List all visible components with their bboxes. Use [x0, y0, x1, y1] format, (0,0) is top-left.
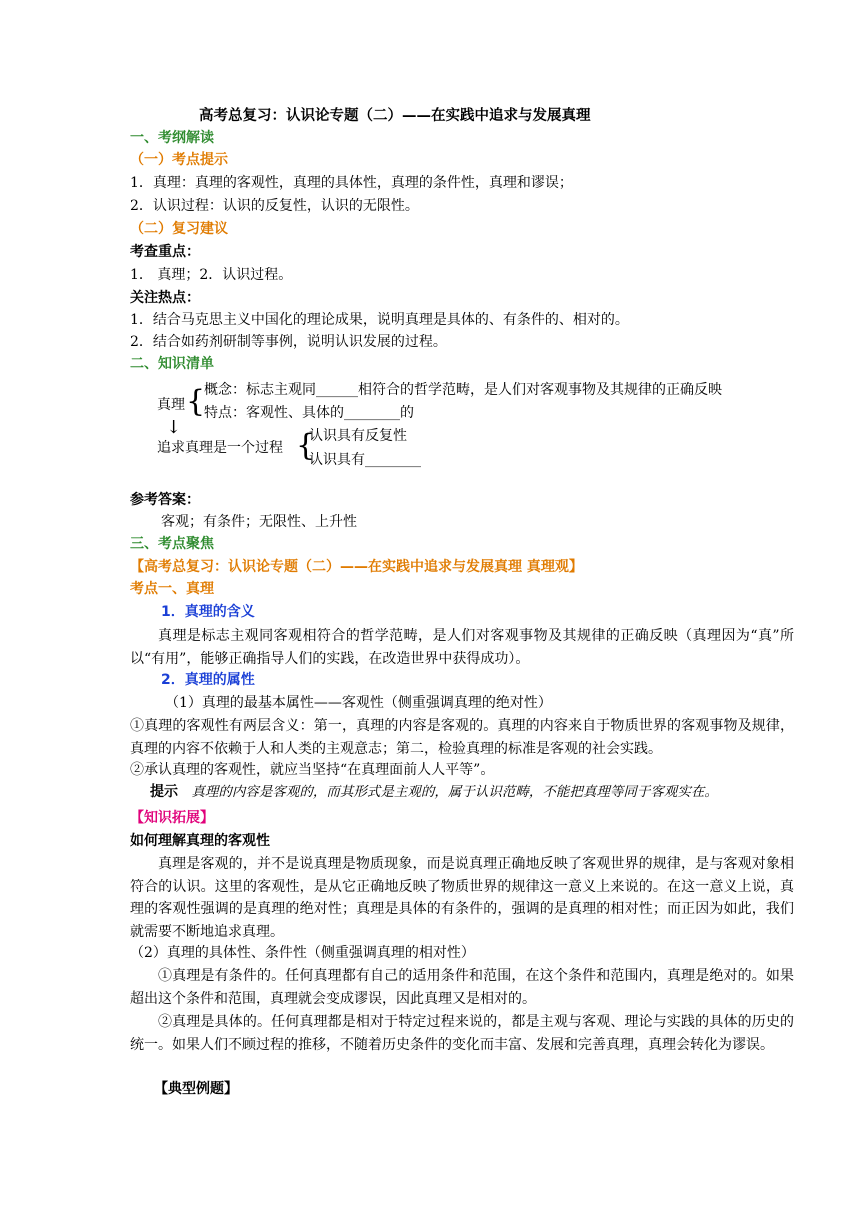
reference-label: 参考答案： [130, 492, 200, 508]
focus-title: 【高考总复习：认识论专题（二）——在实践中追求与发展真理 真理观】 [130, 559, 583, 575]
paragraph: 真理是客观的，并不是说真理是物质现象，而是说真理正确地反映了客观世界的规律，是与客观对象相符合的认识。这里的客观性，是从它正确地反映了物质世界的规律这一意义上来说的。在这一意义上说，真理的客观性强调的是真理的绝对性；真理是具体的有条件的，强调的是真理的相对性；而正因为如此，我们就需要不断地追求真理。 [130, 856, 794, 940]
section-heading-1: 一、考纲解读 [130, 130, 214, 146]
diagram-pursue-2: 认识具有________ [309, 452, 421, 468]
subsection-heading-1-2: （二）复习建议 [130, 221, 228, 237]
subsection-heading-1-1: （一）考点提示 [130, 152, 228, 168]
attribute-heading: （1）真理的最基本属性——客观性（侧重强调真理的绝对性） [165, 695, 552, 711]
point-heading-1: 考点一、真理 [130, 581, 214, 597]
tip-text: 真理的内容是客观的，而其形式是主观的，属于认识范畴，不能把真理等同于客观实在。 [191, 784, 718, 800]
paragraph: ②承认真理的客观性，就应当坚持“在真理面前人人平等”。 [130, 762, 495, 778]
example-heading: 【典型例题】 [154, 1081, 238, 1097]
tip-line [150, 782, 718, 802]
brace-icon: { [186, 384, 206, 419]
brace-icon: { [296, 428, 316, 463]
reference-text: 客观；有条件；无限性、上升性 [161, 514, 357, 530]
hot-label: 关注热点： [130, 290, 200, 306]
down-arrow-icon: ↓ [166, 417, 182, 438]
section-heading-3: 三、考点聚焦 [130, 536, 214, 552]
diagram-feature: 特点：客观性、具体的________的 [204, 405, 414, 421]
tip-label: 提示 [150, 784, 178, 800]
list-item: 1．结合马克思主义中国化的理论成果，说明真理是具体的、有条件的、相对的。 [130, 312, 629, 328]
sub-heading: 2．真理的属性 [161, 672, 255, 688]
page-title: 高考总复习：认识论专题（二）——在实践中追求与发展真理 [199, 108, 591, 124]
focus-label: 考查重点： [130, 244, 200, 260]
paragraph: 真理是标志主观同客观相符合的哲学范畴，是人们对客观事物及其规律的正确反映（真理因为“真”所以“有用”，能够正确指导人们的实践，在改造世界中获得成功）。 [130, 628, 794, 667]
paragraph: ②真理是具体的。任何真理都是相对于特定过程来说的，都是主观与客观、理论与实践的具体的历史的统一。如果人们不顾过程的推移，不随着历史条件的变化而丰富、发展和完善真理，真理会转化为谬误。 [130, 1014, 794, 1053]
list-item: 2．结合如药剂研制等事例，说明认识发展的过程。 [130, 334, 447, 350]
list-item: 2．认识过程：认识的反复性，认识的无限性。 [130, 198, 419, 214]
paragraph: ①真理的客观性有两层含义：第一，真理的内容是客观的。真理的内容来自于物质世界的客观事物及规律，真理的内容不依赖于人和人类的主观意志；第二，检验真理的标准是客观的社会实践。 [130, 718, 794, 757]
sub-heading: 1．真理的含义 [161, 604, 255, 620]
paragraph: ①真理是有条件的。任何真理都有自己的适用条件和范围，在这个条件和范围内，真理是绝对的。如果超出这个条件和范围，真理就会变成谬误，因此真理又是相对的。 [130, 968, 794, 1007]
list-item: 1．真理：真理的客观性，真理的具体性，真理的条件性，真理和谬误； [130, 175, 573, 191]
focus-text: 1． 真理；2．认识过程。 [130, 267, 293, 283]
extension-title: 如何理解真理的客观性 [130, 833, 270, 849]
diagram-pursue: 追求真理是一个过程 [157, 440, 283, 456]
extension-label: 【知识拓展】 [130, 810, 214, 826]
diagram-root: 真理 [157, 397, 185, 413]
diagram-concept: 概念：标志主观同______相符合的哲学范畴，是人们对客观事物及其规律的正确反映 [204, 382, 722, 398]
attribute-heading: （2）真理的具体性、条件性（侧重强调真理的相对性） [130, 945, 475, 961]
diagram-pursue-1: 认识具有反复性 [309, 428, 407, 444]
section-heading-2: 二、知识清单 [130, 356, 214, 372]
